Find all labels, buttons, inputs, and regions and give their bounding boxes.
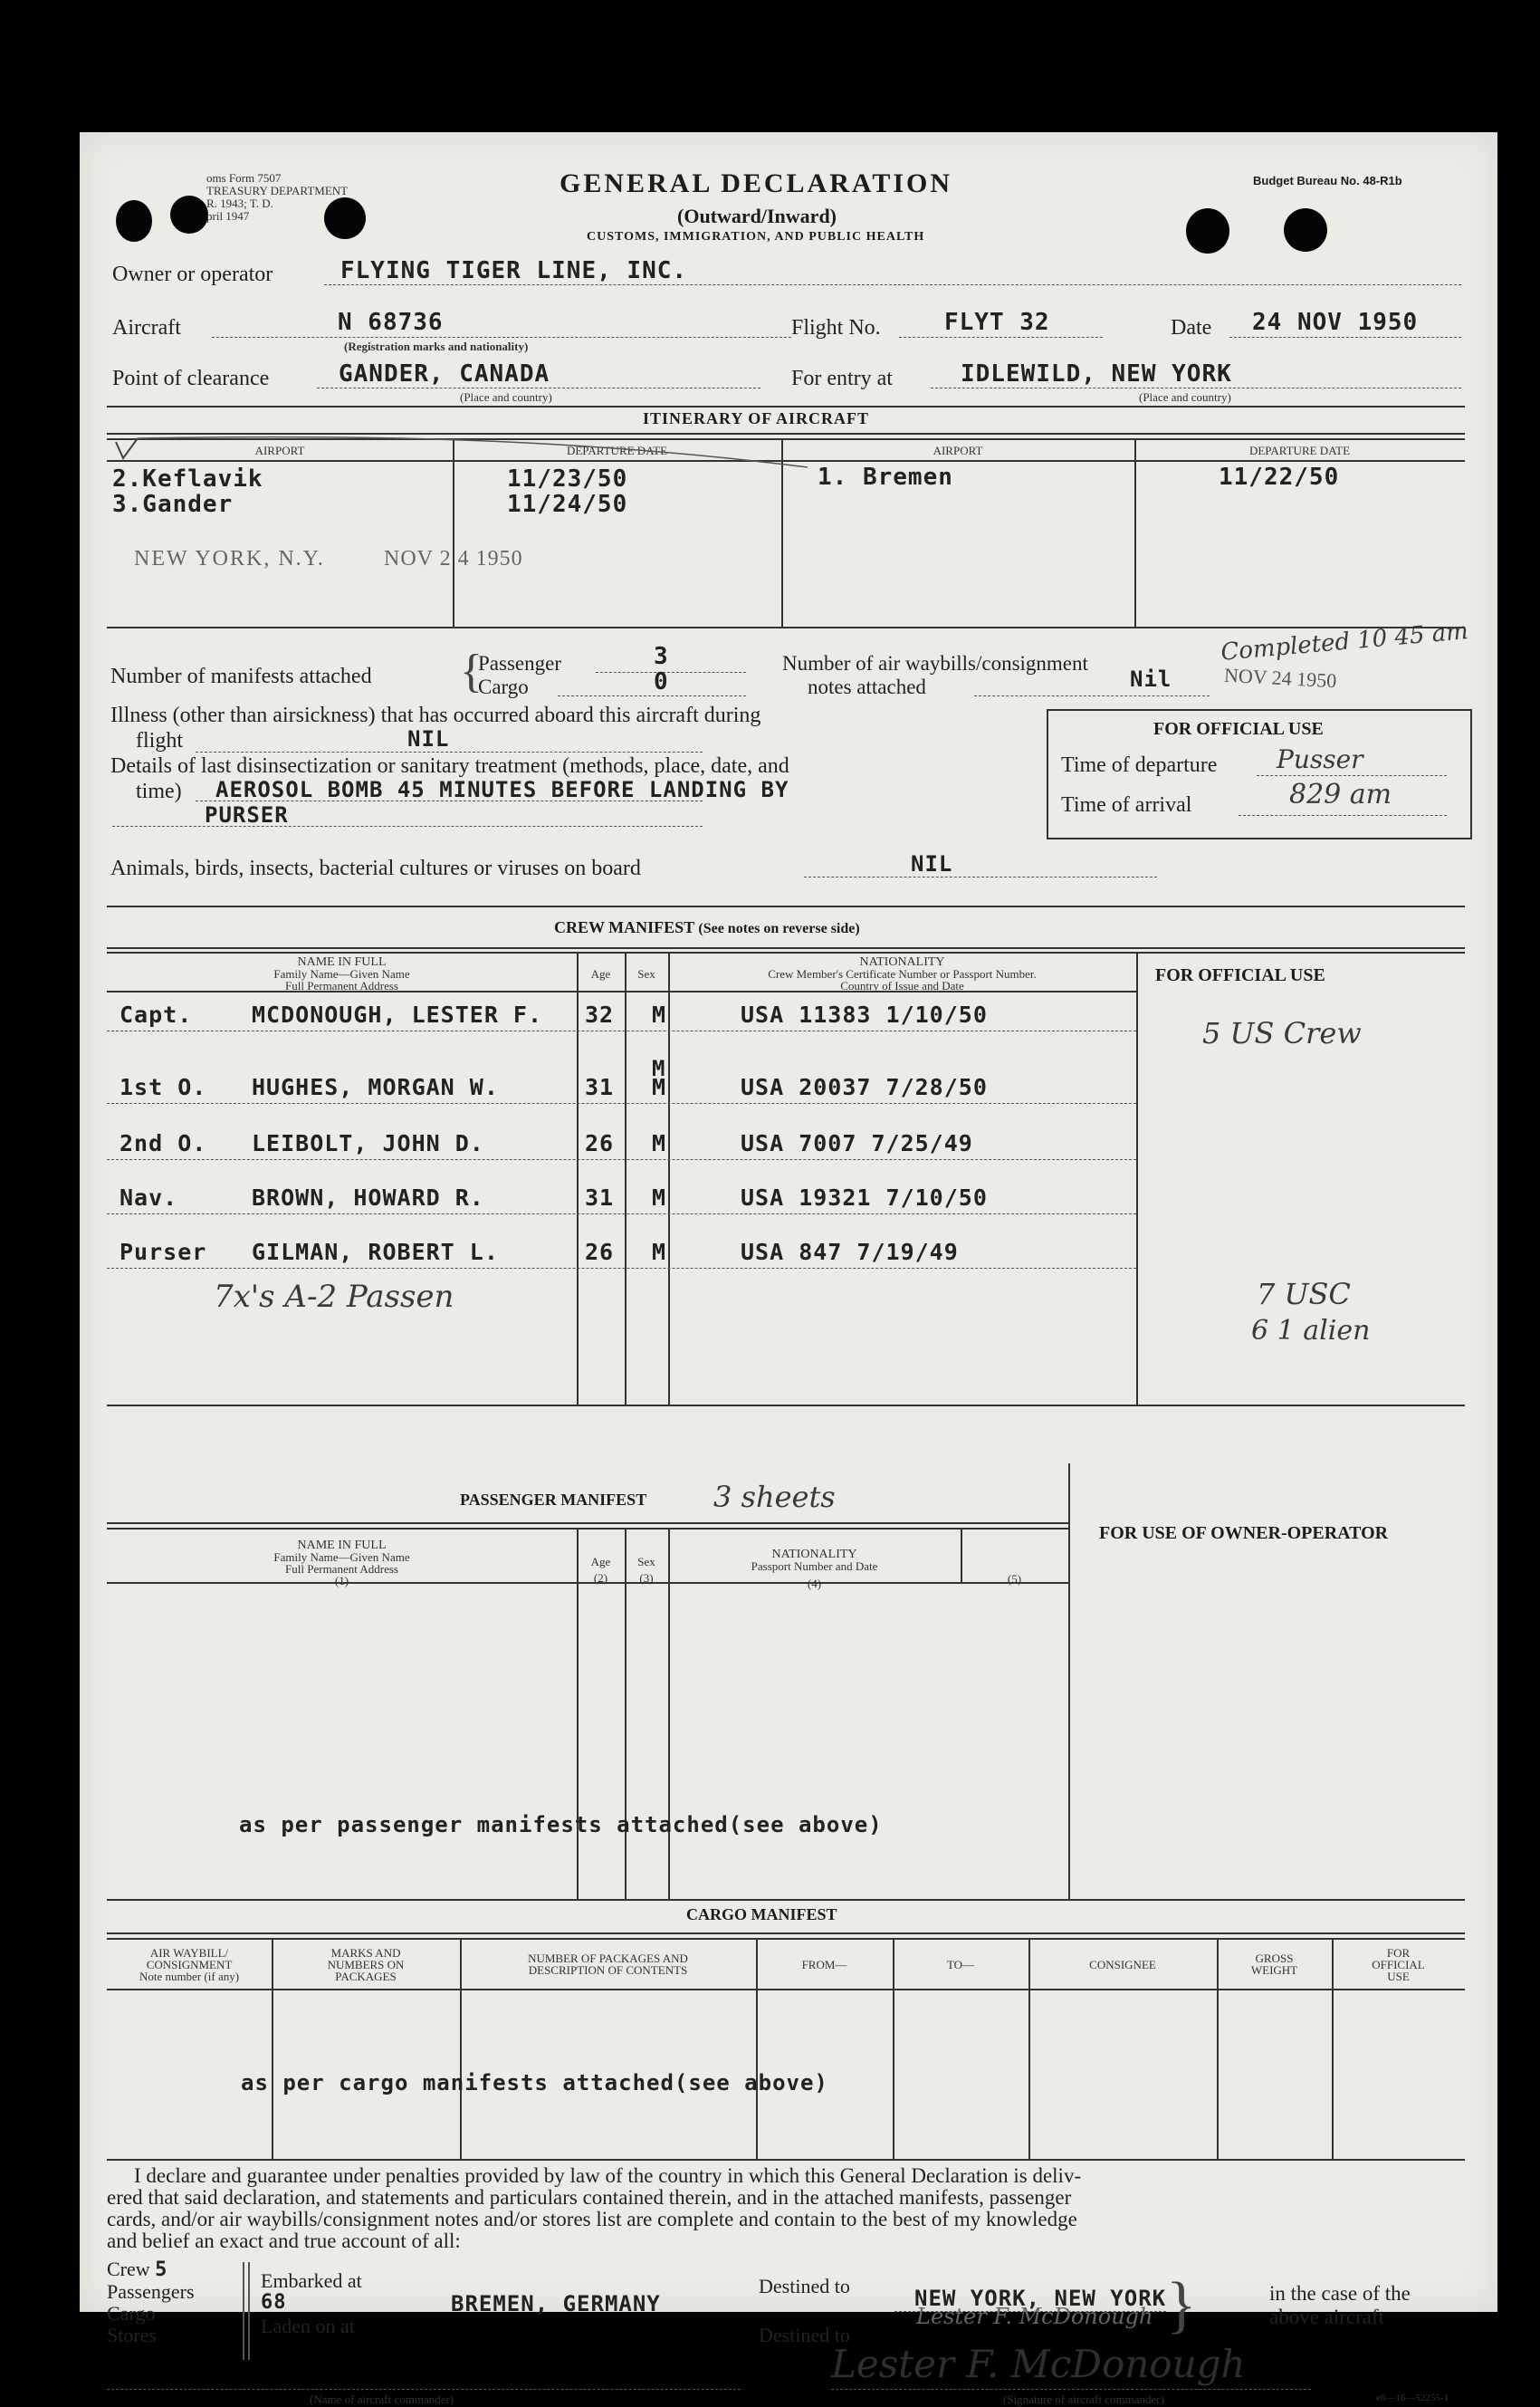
crew-role: Purser xyxy=(120,1239,207,1265)
form-number: oms Form 7507 TREASURY DEPARTMENT R. 1943; T. D. pril 1947 xyxy=(206,171,349,223)
cargo-col-consignee: CONSIGNEE xyxy=(1089,1958,1156,1971)
clearance-value: GANDER, CANADA xyxy=(339,360,550,388)
itin-col-airport: AIRPORT xyxy=(254,444,305,457)
animals-value: NIL xyxy=(911,851,953,877)
passenger-hand-note: 3 sheets xyxy=(713,1480,836,1514)
waybills-label-2: notes attached xyxy=(808,676,926,698)
aircraft-label: Aircraft xyxy=(112,316,181,340)
crew-nationality: USA 7007 7/25/49 xyxy=(741,1130,973,1156)
case-line-1: in the case of the xyxy=(1269,2282,1411,2305)
time-of-arrival-hand: 829 am xyxy=(1289,779,1392,810)
owner-operator-use: FOR USE OF OWNER-OPERATOR xyxy=(1099,1523,1389,1543)
itin-col-airport-2: AIRPORT xyxy=(933,444,983,457)
cargo-count: 0 xyxy=(654,668,669,695)
crew-role: 1st O. xyxy=(120,1074,207,1100)
destined-label-2: Destined to xyxy=(759,2324,850,2346)
waybills-label-1: Number of air waybills/consignment xyxy=(782,652,1088,675)
crew-name: LEIBOLT, JOHN D. xyxy=(252,1130,484,1156)
destined-label-1: Destined to xyxy=(759,2275,850,2297)
cargo-col-gross: GROSS WEIGHT xyxy=(1250,1951,1298,1977)
declaration-counts: Crew 5 Passengers Cargo Stores xyxy=(107,2258,195,2346)
official-hand-3: 6 1 alien xyxy=(1251,1315,1371,1347)
crew-age: 32 xyxy=(585,1002,615,1028)
animals-label: Animals, birds, insects, bacterial cultures or viruses on board xyxy=(110,857,641,880)
itin-col-departure-2: DEPARTURE DATE xyxy=(1248,444,1351,457)
crew-age: 31 xyxy=(585,1184,615,1211)
form-agencies: CUSTOMS, IMMIGRATION, AND PUBLIC HEALTH xyxy=(587,230,925,244)
waybills-value: Nil xyxy=(1130,666,1172,692)
cargo-col-from: FROM— xyxy=(801,1958,847,1971)
pax-col-age: Age (2) xyxy=(590,1555,611,1585)
commander-name-label: (Name of aircraft commander) xyxy=(310,2393,454,2406)
cargo-value: as per cargo manifests attached(see above) xyxy=(241,2070,828,2095)
crew-sex: M xyxy=(652,1074,667,1100)
destined-hand: Lester F. McDonough xyxy=(916,2304,1153,2329)
crew-role: Nav. xyxy=(120,1184,178,1211)
cargo-col-number: NUMBER OF PACKAGES AND DESCRIPTION OF CONTENTS xyxy=(528,1951,688,1977)
owner-value: FLYING TIGER LINE, INC. xyxy=(340,257,688,284)
illness-label-flight: flight xyxy=(136,729,183,753)
punch-hole xyxy=(1284,208,1327,252)
entry-label: For entry at xyxy=(791,367,893,390)
declaration-line-1: I declare and guarantee under penalties provided by law of the country in which this General Declaration is deliv- xyxy=(134,2164,1082,2187)
cargo-col-waybill: AIR WAYBILL/ CONSIGNMENT Note number (if any) xyxy=(139,1946,240,1983)
itin-date-3: 11/22/50 xyxy=(1219,464,1340,491)
crew-nationality: USA 11383 1/10/50 xyxy=(741,1002,988,1028)
crew-title: CREW MANIFEST (See notes on reverse side) xyxy=(554,918,860,936)
embarked-label: Embarked at xyxy=(261,2269,362,2292)
itin-airport-3: 1. Bremen xyxy=(818,464,953,491)
crew-name: BROWN, HOWARD R. xyxy=(252,1184,484,1211)
owner-label: Owner or operator xyxy=(112,263,273,286)
crew-role: 2nd O. xyxy=(120,1130,207,1156)
illness-label: Illness (other than airsickness) that has occurred aboard this aircraft during xyxy=(110,704,761,727)
official-use-title: FOR OFFICIAL USE xyxy=(1153,719,1324,739)
disinsect-value-2: PURSER xyxy=(205,802,289,828)
entry-stamp-place: NEW YORK, N.Y. xyxy=(134,547,325,571)
commander-signature-label: (Signature of aircraft commander) xyxy=(1003,2393,1164,2406)
clearance-note: (Place and country) xyxy=(460,390,552,404)
crew-extra-sex: M xyxy=(652,1056,666,1081)
crew-sex: M xyxy=(652,1002,667,1028)
illness-value: NIL xyxy=(407,726,450,752)
crew-sex: M xyxy=(652,1130,667,1156)
manifests-label: Number of manifests attached xyxy=(110,665,372,688)
crew-row-rule xyxy=(107,1213,1136,1214)
aircraft-note: (Registration marks and nationality) xyxy=(344,340,529,353)
passenger-count-label: Passenger xyxy=(478,652,561,675)
pax-col-5: (5) xyxy=(1007,1572,1022,1586)
punch-hole xyxy=(170,196,208,234)
time-of-arrival-label: Time of arrival xyxy=(1061,793,1192,817)
crew-age: 26 xyxy=(585,1239,615,1265)
crew-row-rule xyxy=(107,1103,1136,1104)
pax-col-nationality: NATIONALITY Passport Number and Date (4) xyxy=(751,1548,878,1590)
disinsect-label: Details of last disinsectization or sanitary treatment (methods, place, date, and xyxy=(110,754,789,778)
embarked-value: 68 xyxy=(261,2291,287,2314)
commander-signature: Lester F. McDonough xyxy=(831,2342,1246,2386)
handwritten-completed: Completed 10 45 am xyxy=(1220,618,1469,666)
itin-airport-2: 3.Gander xyxy=(112,491,234,518)
cargo-col-marks: MARKS AND NUMBERS ON PACKAGES xyxy=(327,1946,405,1983)
official-hand-1: 5 US Crew xyxy=(1202,1016,1362,1050)
declaration-line-4: and belief an exact and true account of all: xyxy=(107,2230,461,2252)
origin-place: BREMEN, GERMANY xyxy=(451,2291,661,2316)
time-of-departure-label: Time of departure xyxy=(1061,753,1218,777)
crew-row-rule xyxy=(107,1268,1136,1269)
punch-hole xyxy=(116,200,152,242)
disinsect-value-1: AEROSOL BOMB 45 MINUTES BEFORE LANDING BY xyxy=(215,777,789,802)
brace-right: } xyxy=(1166,2270,1197,2340)
form-subtitle: (Outward/Inward) xyxy=(677,205,837,227)
date-value: 24 NOV 1950 xyxy=(1252,309,1419,336)
crew-nationality: USA 847 7/19/49 xyxy=(741,1239,959,1265)
declaration-sheet xyxy=(80,132,1497,2406)
crew-col-name: NAME IN FULL Family Name—Given Name Full Permanent Address xyxy=(273,955,410,993)
print-code: e6—16—52255-1 xyxy=(1376,2393,1449,2403)
cargo-title: CARGO MANIFEST xyxy=(686,1905,837,1923)
date-label: Date xyxy=(1171,316,1212,340)
crew-name: GILMAN, ROBERT L. xyxy=(252,1239,499,1265)
crew-age: 31 xyxy=(585,1074,615,1100)
entry-note: (Place and country) xyxy=(1139,390,1231,404)
crew-sex: M xyxy=(652,1184,667,1211)
itin-date-1: 11/23/50 xyxy=(507,465,628,493)
cargo-col-official: FOR OFFICIAL USE xyxy=(1372,1946,1425,1983)
official-hand-2: 7 USC xyxy=(1257,1277,1351,1311)
laden-label: Laden on at xyxy=(261,2315,355,2337)
entry-stamp-date: NOV 2 4 1950 xyxy=(384,547,523,571)
case-line-2: above aircraft xyxy=(1269,2306,1385,2328)
destined-value: NEW YORK, NEW YORK xyxy=(914,2286,1167,2311)
entry-value: IDLEWILD, NEW YORK xyxy=(961,360,1232,388)
time-of-departure-hand: Pusser xyxy=(1277,744,1363,774)
crew-col-age: Age xyxy=(590,967,611,981)
passenger-value: as per passenger manifests attached(see above) xyxy=(239,1812,883,1837)
itinerary-title: ITINERARY OF AIRCRAFT xyxy=(643,409,870,427)
crew-nationality: USA 20037 7/28/50 xyxy=(741,1074,988,1100)
punch-hole xyxy=(1186,208,1229,254)
itin-col-departure: DEPARTURE DATE xyxy=(566,444,668,457)
crew-role: Capt. xyxy=(120,1002,193,1028)
clearance-label: Point of clearance xyxy=(112,367,270,390)
crew-col-nationality: NATIONALITY Crew Member's Certificate Number or Passport Number. Country of Issue and Date xyxy=(768,955,1037,993)
crew-name: MCDONOUGH, LESTER F. xyxy=(252,1002,543,1028)
crew-row-rule xyxy=(107,1159,1136,1160)
cargo-count-label: Cargo xyxy=(478,676,529,698)
form-title: GENERAL DECLARATION xyxy=(560,168,953,198)
crew-col-sex: Sex xyxy=(637,967,655,981)
cargo-col-to: TO— xyxy=(946,1958,975,1971)
itin-airport-1: 2.Keflavik xyxy=(112,465,263,493)
flight-value: FLYT 32 xyxy=(944,309,1050,336)
brace: { xyxy=(460,646,483,697)
crew-sex: M xyxy=(652,1239,667,1265)
budget-number: Budget Bureau No. 48-R1b xyxy=(1253,174,1402,187)
passenger-title: PASSENGER MANIFEST xyxy=(460,1491,647,1509)
crew-name: HUGHES, MORGAN W. xyxy=(252,1074,499,1100)
aircraft-value: N 68736 xyxy=(338,309,444,336)
passenger-count: 3 xyxy=(654,643,669,670)
pax-col-sex: Sex (3) xyxy=(637,1555,655,1585)
stamp-date: NOV 24 1950 xyxy=(1223,663,1337,693)
declaration-line-2: ered that said declaration, and statements and particulars contained therein, and in the attached manifests, passenger xyxy=(107,2186,1072,2209)
crew-col-official: FOR OFFICIAL USE xyxy=(1155,965,1325,985)
crew-hand-note: 7x's A-2 Passen xyxy=(214,1279,454,1315)
itin-date-2: 11/24/50 xyxy=(507,491,628,518)
flight-label: Flight No. xyxy=(791,316,881,340)
crew-age: 26 xyxy=(585,1130,615,1156)
disinsect-label-time: time) xyxy=(136,780,182,803)
declaration-line-3: cards, and/or air waybills/consignment notes and/or stores list are complete and contain to the best of my knowledge xyxy=(107,2208,1077,2230)
pax-col-name: NAME IN FULL Family Name—Given Name Full Permanent Address (1) xyxy=(273,1539,410,1587)
crew-nationality: USA 19321 7/10/50 xyxy=(741,1184,988,1211)
